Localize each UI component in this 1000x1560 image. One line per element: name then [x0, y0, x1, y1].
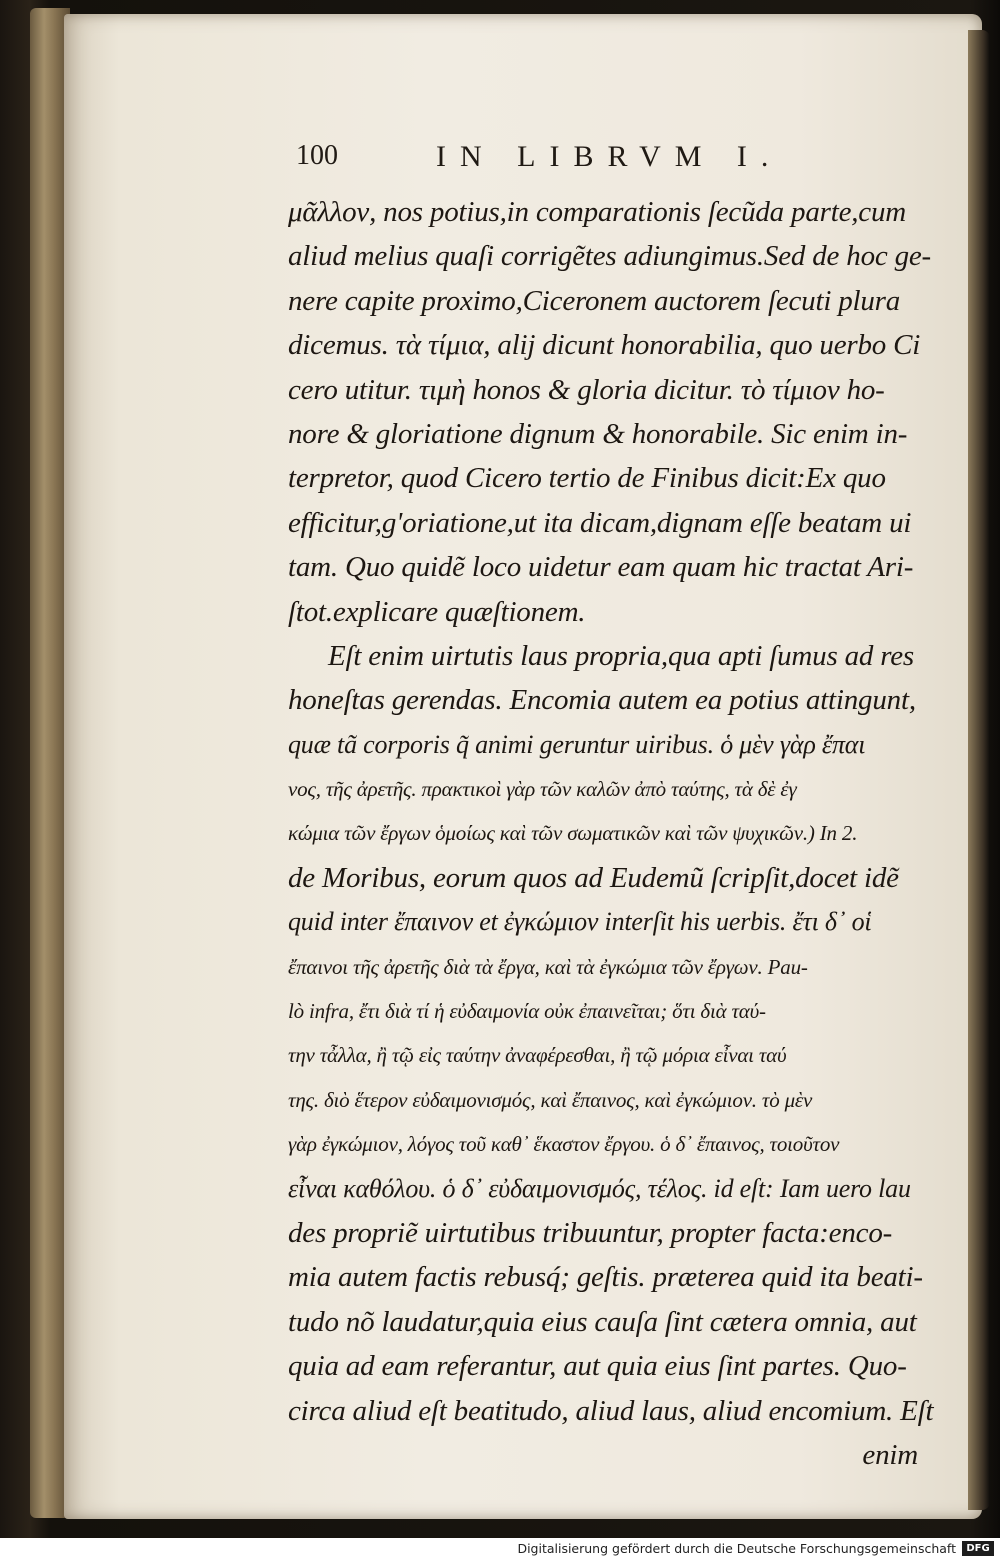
greek-line: κώμια τῶν ἔργων ὁμοίως καὶ τῶν σωματικῶν καὶ τῶν ψυχικῶν.) In 2.: [288, 821, 858, 846]
text-line: Eſt enim uirtutis laus propria,qua apti ſumus ad res: [328, 639, 915, 672]
text-line: circa aliud eſt beatitudo, aliud laus, aliud encomium. Eſt: [288, 1394, 934, 1427]
text-line: tudo nõ laudatur,quia eius cauſa ſint cætera omnia, aut: [288, 1305, 917, 1338]
page-number: 100: [296, 140, 338, 171]
text-line: μᾶλλον, nos potius,in comparationis ſecũda parte,cum: [288, 196, 906, 228]
text-line: cero utitur. τιμὴ honos & gloria dicitur. τὸ τίμιον ho-: [288, 373, 885, 406]
body-text: [288, 190, 938, 1477]
text-line: terpretor, quod Cicero tertio de Finibus dicit:Ex quo: [288, 462, 886, 495]
text-line: mia autem factis rebusq́; geſtis. præterea quid ita beati-: [288, 1261, 923, 1294]
dfg-logo: DFG: [962, 1541, 994, 1556]
footer-bar: [0, 1538, 1000, 1560]
greek-line: ἔπαινοι τῆς ἀρετῆς διὰ τὰ ἔργα, καὶ τὰ ἐγκώμια τῶν ἔργων. Pau-: [288, 954, 808, 979]
greek-line: νος, τῆς ἀρετῆς. πρακτικοὶ γὰρ τῶν καλῶν ἀπὸ ταύτης, τὰ δὲ ἐγ: [288, 777, 797, 802]
text-line: εἶναι καθόλου. ὁ δ᾽ εὐδαιμονισμός, τέλος. id eſt: Iam uero lau: [288, 1173, 911, 1203]
greek-line: την τἆλλα, ἢ τῷ εἰς ταύτην ἀναφέρεσθαι, ἢ τῷ μόρια εἶναι ταύ: [288, 1043, 787, 1068]
text-line: aliud melius quaſi corrigẽtes adiungimus.Sed de hoc ge-: [288, 240, 932, 273]
greek-line: γὰρ ἐγκώμιον, λόγος τοῦ καθ᾽ ἕκαστον ἔργου. ὁ δ᾽ ἔπαινος, τοιοῦτον: [288, 1132, 840, 1157]
text-line: tam. Quo quidẽ loco uidetur eam quam hic tractat Ari-: [288, 551, 914, 584]
text-line: nere capite proximo,Ciceronem auctorem ſecuti plura: [288, 284, 901, 317]
text-line: nore & gloriatione dignum & honorabile. Sic enim in-: [288, 417, 908, 450]
funding-credit: Digitalisierung gefördert durch die Deutsche Forschungsgemeinschaft: [517, 1541, 956, 1556]
text-line: quia ad eam referantur, aut quia eius ſint partes. Quo-: [288, 1350, 907, 1383]
book-right-edge: [968, 30, 990, 1510]
text-line: ſtot.explicare quæſtionem.: [288, 595, 586, 628]
text-line: de Moribus, eorum quos ad Eudemũ ſcripſit,docet idẽ: [288, 861, 899, 894]
text-line: quæ tã corporis q̃ animi geruntur uiribus. ὁ μὲν γὰρ ἔπαι: [288, 729, 866, 759]
catchword: enim: [862, 1438, 918, 1471]
text-line: dicemus. τὰ τίμια, alij dicunt honorabilia, quo uerbo Ci: [288, 329, 921, 362]
text-line: des propriẽ uirtutibus tribuuntur, propter facta:enco-: [288, 1216, 893, 1249]
running-header: [296, 140, 856, 180]
text-line: honeſtas gerendas. Encomia autem ea potius attingunt,: [288, 684, 916, 717]
greek-line: της. διὸ ἕτερον εὐδαιμονισμός, καὶ ἔπαινος, καὶ ἐγκώμιον. τὸ μὲν: [288, 1087, 813, 1112]
greek-line: lò infra, ἔτι διὰ τί ἡ εὐδαιμονία οὐκ ἐπαινεῖται; ὅτι διὰ ταύ-: [288, 999, 766, 1024]
text-line: efficitur,g'oriatione,ut ita dicam,dignam eſſe beatam ui: [288, 506, 912, 539]
text-line: quid inter ἔπαινον et ἐγκώμιον interſit his uerbis. ἔτι δ᾽ οἱ: [288, 907, 872, 937]
running-title: IN LIBRVM I.: [436, 140, 783, 173]
